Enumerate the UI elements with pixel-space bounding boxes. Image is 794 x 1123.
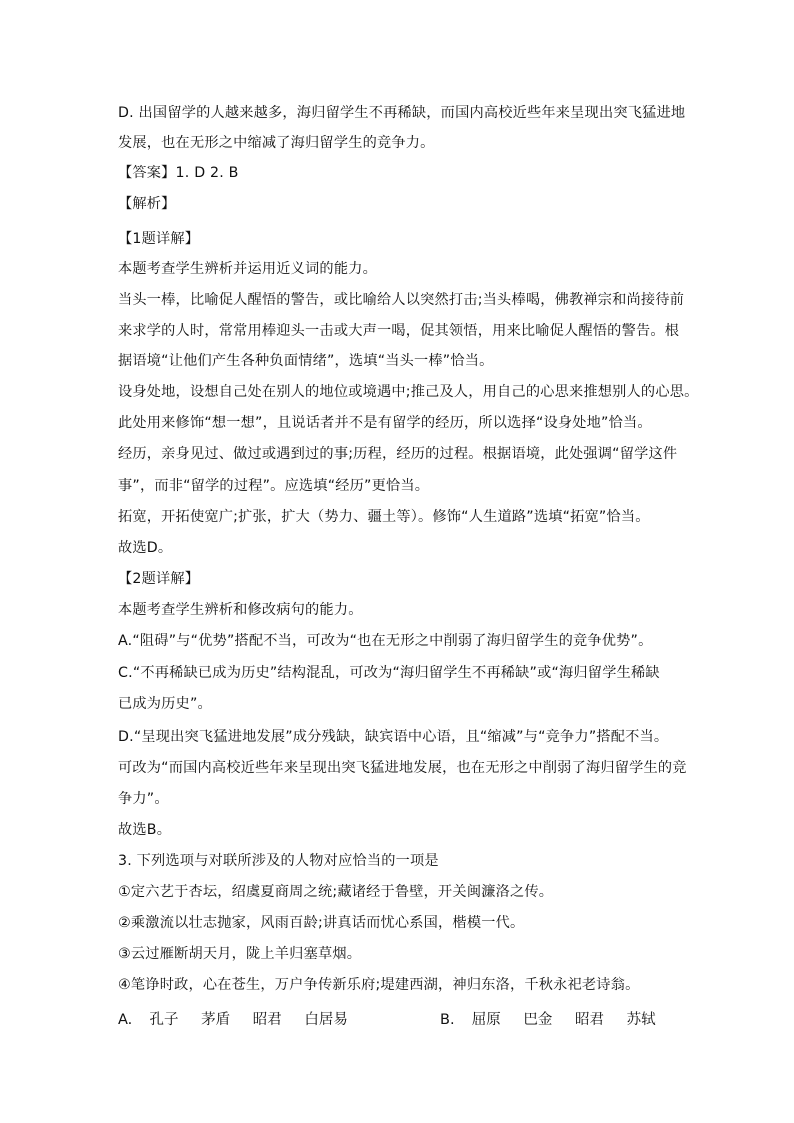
option-name: 茅盾 <box>201 1012 231 1028</box>
text-line: 故选D。 <box>118 540 173 556</box>
option-b <box>440 1010 656 1030</box>
text-line: C.“不再稀缺已成为历史”结构混乱，可改为“海归留学生不再稀缺”或“海归留学生稀缺 <box>118 665 660 681</box>
analysis-heading: 【解析】 <box>118 196 176 212</box>
option-name: 孔子 <box>149 1012 179 1028</box>
option-name: 巴金 <box>523 1012 553 1028</box>
q1-heading: 【1题详解】 <box>118 231 200 247</box>
text-line: 设身处地，设想自己处在别人的地位或境遇中;推己及人，用自己的心思来推想别人的心思。 <box>118 384 699 400</box>
text-line: 事”，而非“留学的过程”。应选填“经历”更恰当。 <box>118 478 430 494</box>
question-3-stem: 3. 下列选项与对联所涉及的人物对应恰当的一项是 <box>118 853 439 869</box>
option-letter: B. <box>440 1012 455 1028</box>
text-line: A.“阻碍”与“优势”搭配不当，可改为“也在无形之中削弱了海归留学生的竞争优势”。 <box>118 633 653 649</box>
text-line: 已成为历史”。 <box>118 696 212 712</box>
answer-line: 【答案】1. D 2. B <box>118 165 239 181</box>
text-line: 据语境“让他们产生各种负面情绪”，选填“当头一棒”恰当。 <box>118 353 494 369</box>
couplet-1: ①定六艺于杏坛，绍虞夏商周之统;藏诸经于鲁壁，开关闽濂洛之传。 <box>118 884 554 900</box>
text-line: 拓宽，开拓使宽广;扩张，扩大（势力、疆土等）。修饰“人生道路”选填“拓宽”恰当。 <box>118 509 650 525</box>
text-line: D. 出国留学的人越来越多，海归留学生不再稀缺，而国内高校近些年来呈现出突飞猛进地 <box>118 105 686 121</box>
text-line: 经历，亲身见过、做过或遇到过的事;历程，经历的过程。根据语境，此处强调“留学这件 <box>118 446 678 462</box>
couplet-2: ②乘激流以壮志抛家，风雨百龄;讲真话而忧心系国，楷模一代。 <box>118 915 525 931</box>
text-line: 可改为“而国内高校近些年来呈现出突飞猛进地发展，也在无形之中削弱了海归留学生的竞 <box>118 760 687 776</box>
option-a <box>118 1010 348 1030</box>
text-line: 争力”。 <box>118 791 169 807</box>
option-name: 昭君 <box>575 1012 604 1028</box>
text-line: 发展，也在无形之中缩减了海归留学生的竞争力。 <box>118 135 435 151</box>
option-name: 白居易 <box>304 1012 348 1028</box>
text-line: 本题考查学生辨析和修改病句的能力。 <box>118 602 363 618</box>
option-letter: A. <box>118 1012 133 1028</box>
couplet-4: ④笔诤时政，心在苍生，万户争传新乐府;堤建西湖，神归东洛，千秋永祀老诗翁。 <box>118 977 640 993</box>
option-name: 屈原 <box>471 1012 501 1028</box>
q2-heading: 【2题详解】 <box>118 571 200 587</box>
text-line: 此处用来修饰“想一想”，且说话者并不是有留学的经历，所以选择“设身处地”恰当。 <box>118 415 652 431</box>
option-name: 苏轼 <box>626 1012 656 1028</box>
couplet-3: ③云过雁断胡天月，陇上羊归塞草烟。 <box>118 946 362 962</box>
text-line: 来求学的人时，常常用棒迎头一击或大声一喝，促其领悟，用来比喻促人醒悟的警告。根 <box>118 323 680 339</box>
text-line: 本题考查学生辨析并运用近义词的能力。 <box>118 261 377 277</box>
option-name: 昭君 <box>252 1012 282 1028</box>
text-line: 当头一棒，比喻促人醒悟的警告，或比喻给人以突然打击;当头棒喝，佛教禅宗和尚接待前 <box>118 292 685 308</box>
text-line: 故选B。 <box>118 822 172 838</box>
text-line: D.“呈现出突飞猛进地发展”成分残缺，缺宾语中心语，且“缩减”与“竞争力”搭配不当。 <box>118 729 669 745</box>
